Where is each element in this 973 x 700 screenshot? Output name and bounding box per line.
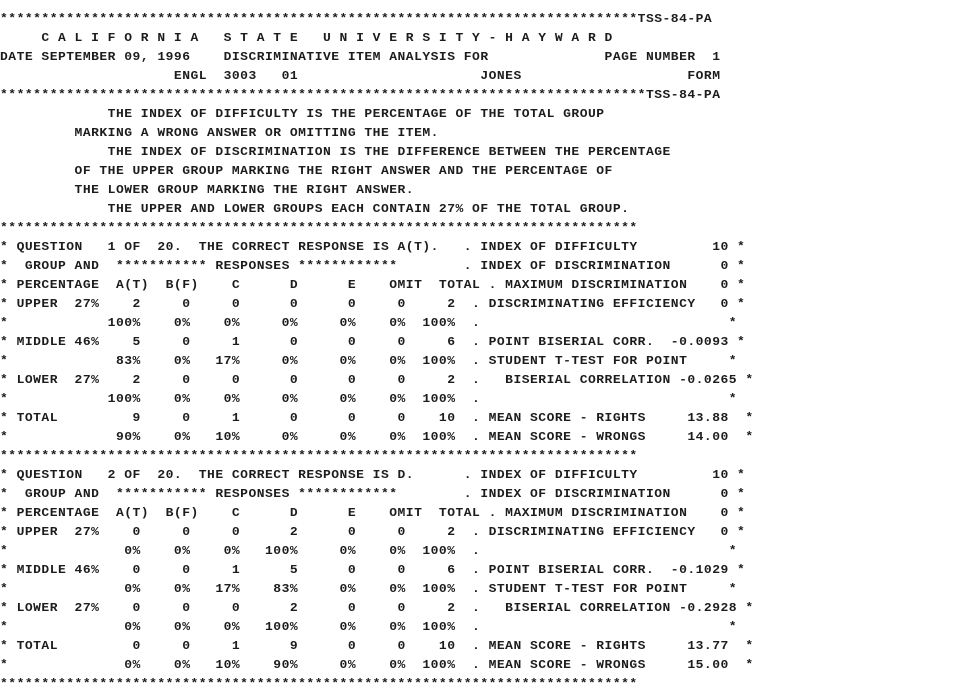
q1-column-header: * PERCENTAGE A(T) B(F) C D E OMIT TOTAL . MAXIMUM DISCRIMINATION 0 *: [0, 277, 746, 292]
q1-total-counts: * TOTAL 9 0 1 0 0 0 10 . MEAN SCORE - RIGHTS 13.88 *: [0, 410, 754, 425]
q1-upper-counts: * UPPER 27% 2 0 0 0 0 0 2 . DISCRIMINATING EFFICIENCY 0 *: [0, 296, 746, 311]
q1-total-pct: * 90% 0% 10% 0% 0% 0% 100% . MEAN SCORE - WRONGS 14.00 *: [0, 429, 754, 444]
q1-middle-counts: * MIDDLE 46% 5 0 1 0 0 0 6 . POINT BISERIAL CORR. -0.0093 *: [0, 334, 746, 349]
q2-lower-counts: * LOWER 27% 0 0 0 2 0 0 2 . BISERIAL CORRELATION -0.2928 *: [0, 600, 754, 615]
q2-total-counts: * TOTAL 0 0 1 9 0 0 10 . MEAN SCORE - RIGHTS 13.77 *: [0, 638, 754, 653]
university-title: C A L I F O R N I A S T A T E U N I V E R S I T Y - H A Y W A R D: [0, 30, 613, 45]
q2-upper-pct: * 0% 0% 0% 100% 0% 0% 100% . *: [0, 543, 738, 558]
q2-upper-counts: * UPPER 27% 0 0 0 2 0 0 2 . DISCRIMINATING EFFICIENCY 0 *: [0, 524, 746, 539]
q2-lower-pct: * 0% 0% 0% 100% 0% 0% 100% . *: [0, 619, 738, 634]
header-stars-line-2: ******************************************************************************TSS-84-PA: [0, 87, 721, 102]
q1-group-header: * GROUP AND *********** RESPONSES ************ . INDEX OF DISCRIMINATION 0 *: [0, 258, 746, 273]
q1-lower-pct: * 100% 0% 0% 0% 0% 0% 100% . *: [0, 391, 738, 406]
q2-total-pct: * 0% 0% 10% 90% 0% 0% 100% . MEAN SCORE - WRONGS 15.00 *: [0, 657, 754, 672]
discrimination-definition-3: THE LOWER GROUP MARKING THE RIGHT ANSWER.: [0, 182, 415, 197]
course-instructor-line: ENGL 3003 01 JONES FORM: [0, 68, 721, 83]
q2-group-header: * GROUP AND *********** RESPONSES ************ . INDEX OF DISCRIMINATION 0 *: [0, 486, 746, 501]
header-stars-line: *****************************************************************************TSS-84-PA: [0, 11, 713, 26]
group-size-note: THE UPPER AND LOWER GROUPS EACH CONTAIN 27% OF THE TOTAL GROUP.: [0, 201, 630, 216]
q1-header: * QUESTION 1 OF 20. THE CORRECT RESPONSE IS A(T). . INDEX OF DIFFICULTY 10 *: [0, 239, 746, 254]
q1-middle-pct: * 83% 0% 17% 0% 0% 0% 100% . STUDENT T-TEST FOR POINT *: [0, 353, 738, 368]
q1-lower-counts: * LOWER 27% 2 0 0 0 0 0 2 . BISERIAL CORRELATION -0.0265 *: [0, 372, 754, 387]
q2-header: * QUESTION 2 OF 20. THE CORRECT RESPONSE IS D. . INDEX OF DIFFICULTY 10 *: [0, 467, 746, 482]
separator-line: *****************************************************************************: [0, 676, 638, 691]
q1-upper-pct: * 100% 0% 0% 0% 0% 0% 100% . *: [0, 315, 738, 330]
q2-middle-pct: * 0% 0% 17% 83% 0% 0% 100% . STUDENT T-TEST FOR POINT *: [0, 581, 738, 596]
separator-line: *****************************************************************************: [0, 220, 638, 235]
separator-line: *****************************************************************************: [0, 448, 638, 463]
discrimination-definition-2: OF THE UPPER GROUP MARKING THE RIGHT ANSWER AND THE PERCENTAGE OF: [0, 163, 613, 178]
difficulty-definition-2: MARKING A WRONG ANSWER OR OMITTING THE ITEM.: [0, 125, 439, 140]
q2-middle-counts: * MIDDLE 46% 0 0 1 5 0 0 6 . POINT BISERIAL CORR. -0.1029 *: [0, 562, 746, 577]
q2-column-header: * PERCENTAGE A(T) B(F) C D E OMIT TOTAL . MAXIMUM DISCRIMINATION 0 *: [0, 505, 746, 520]
discrimination-definition-1: THE INDEX OF DISCRIMINATION IS THE DIFFERENCE BETWEEN THE PERCENTAGE: [0, 144, 671, 159]
report-date-title-line: DATE SEPTEMBER 09, 1996 DISCRIMINATIVE ITEM ANALYSIS FOR PAGE NUMBER 1: [0, 49, 721, 64]
difficulty-definition-1: THE INDEX OF DIFFICULTY IS THE PERCENTAGE OF THE TOTAL GROUP: [0, 106, 605, 121]
